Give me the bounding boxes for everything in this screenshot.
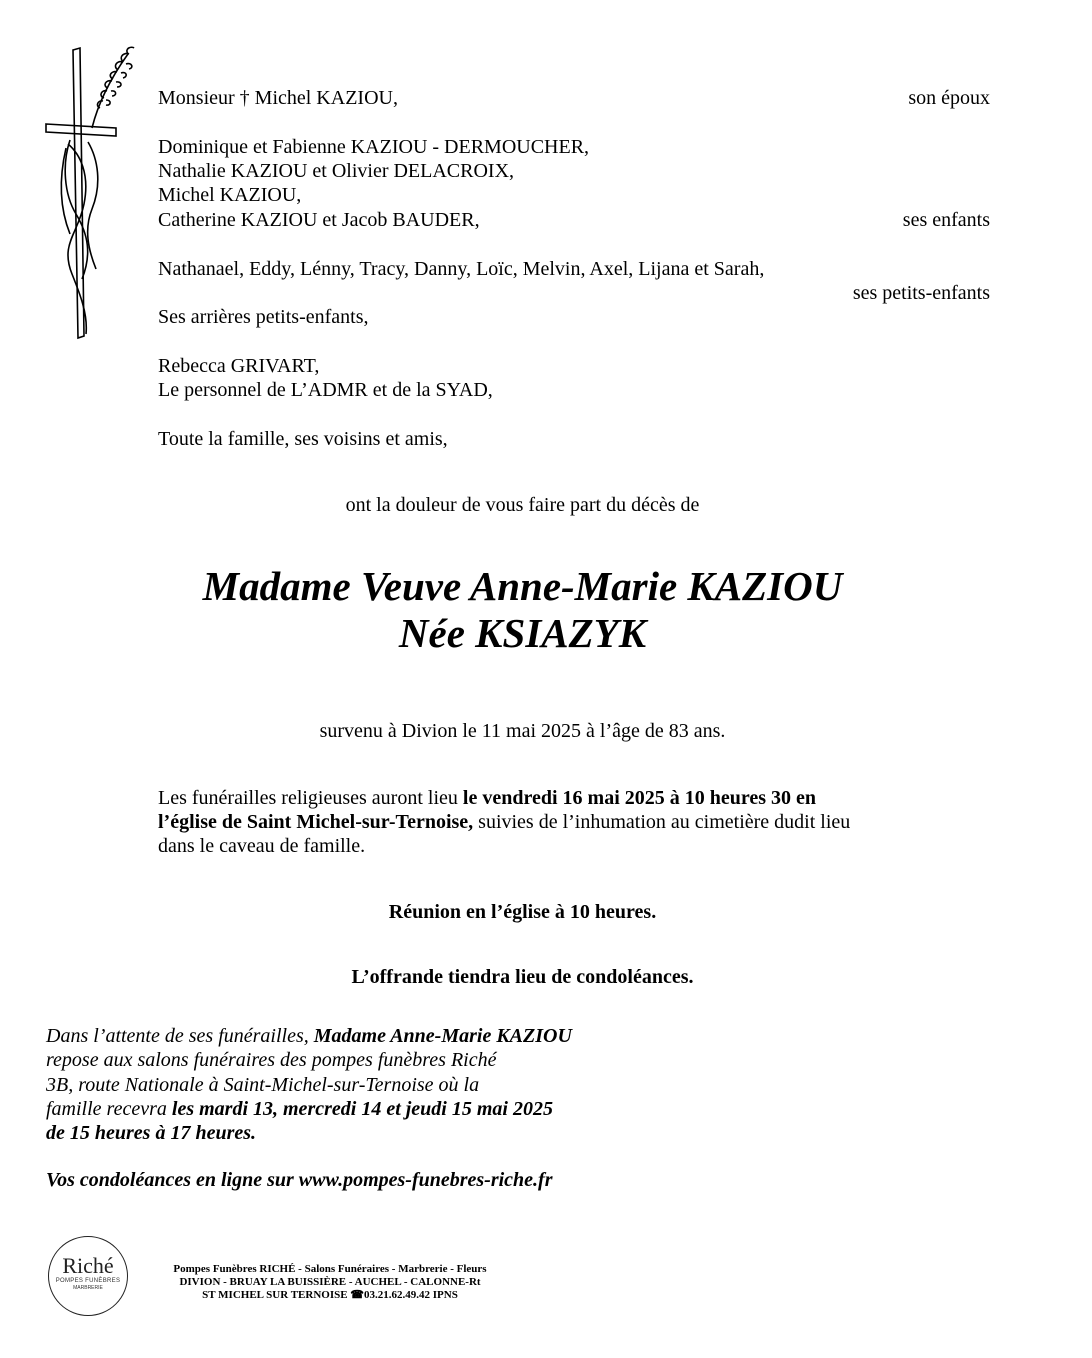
great-grandchildren: Ses arrières petits-enfants, <box>158 306 369 328</box>
spouse-name: Monsieur † Michel KAZIOU, <box>158 87 398 109</box>
funeral-line-1 <box>158 786 816 810</box>
footer-line-1: Pompes Funèbres RICHÉ - Salons Funéraires - Marbrerie - Fleurs <box>173 1263 487 1275</box>
child-line-1: Dominique et Fabienne KAZIOU - DERMOUCHER, <box>158 136 590 158</box>
funeral-date: le vendredi 16 mai 2025 à 10 heures 30 en <box>462 787 817 809</box>
death-info: survenu à Divion le 11 mai 2025 à l’âge de 83 ans. <box>319 720 726 742</box>
rest-line-3: 3B, route Nationale à Saint-Michel-sur-Ternoise où la <box>46 1074 480 1096</box>
rest-text-1: Dans l’attente de ses funérailles, <box>46 1025 314 1047</box>
cross-wheat-icon <box>40 44 140 340</box>
children-role: ses enfants <box>902 209 990 231</box>
rest-line-4 <box>46 1097 553 1121</box>
deceased-name: Madame Veuve Anne-Marie KAZIOU <box>202 563 843 609</box>
rest-line-2: repose aux salons funéraires des pompes funèbres Riché <box>46 1049 497 1071</box>
footer-line-2: DIVION - BRUAY LA BUISSIÈRE - AUCHEL - CALONNE-Rt <box>179 1276 481 1288</box>
rest-name: Madame Anne-Marie KAZIOU <box>313 1025 572 1047</box>
grandchildren-names: Nathanael, Eddy, Lénny, Tracy, Danny, Loïc, Melvin, Axel, Lijana et Sarah, <box>158 258 765 280</box>
funeral-text-2: suivies de l’inhumation au cimetière dudit lieu <box>473 811 851 833</box>
footer-line-3: ST MICHEL SUR TERNOISE ☎03.21.62.49.42 IPNS <box>202 1289 458 1301</box>
family-friends: Toute la famille, ses voisins et amis, <box>158 428 448 450</box>
other-line-1: Rebecca GRIVART, <box>158 355 320 377</box>
spouse-role: son époux <box>908 87 990 109</box>
funeral-line-3: dans le caveau de famille. <box>158 835 366 857</box>
reunion-note: Réunion en l’église à 10 heures. <box>388 901 657 923</box>
child-line-4: Catherine KAZIOU et Jacob BAUDER, <box>158 209 480 231</box>
grandchildren-role: ses petits-enfants <box>852 282 990 304</box>
logo-name: Riché <box>62 1253 114 1278</box>
riche-logo <box>48 1236 128 1316</box>
rest-line-1 <box>46 1024 572 1048</box>
rest-text-4: famille recevra <box>46 1098 172 1120</box>
announcement: ont la douleur de vous faire part du décès de <box>345 494 700 516</box>
funeral-line-2 <box>158 810 850 834</box>
other-line-2: Le personnel de L’ADMR et de la SYAD, <box>158 379 493 401</box>
funeral-church: l’église de Saint Michel-sur-Ternoise, <box>158 811 474 833</box>
rest-hours: de 15 heures à 17 heures. <box>46 1122 257 1144</box>
child-line-2: Nathalie KAZIOU et Olivier DELACROIX, <box>158 160 515 182</box>
child-line-3: Michel KAZIOU, <box>158 184 302 206</box>
offering-note: L’offrande tiendra lieu de condoléances. <box>351 966 694 988</box>
rest-dates: les mardi 13, mercredi 14 et jeudi 15 mai 2025 <box>171 1098 553 1120</box>
logo-sub-1: POMPES FUNÈBRES <box>55 1278 121 1284</box>
logo-sub-2: MARBRERIE <box>73 1285 103 1291</box>
deceased-maiden-name: Née KSIAZYK <box>398 610 647 656</box>
condolences-online: Vos condoléances en ligne sur www.pompes-funebres-riche.fr <box>46 1169 553 1191</box>
funeral-text-1: Les funérailles religieuses auront lieu <box>158 787 463 809</box>
